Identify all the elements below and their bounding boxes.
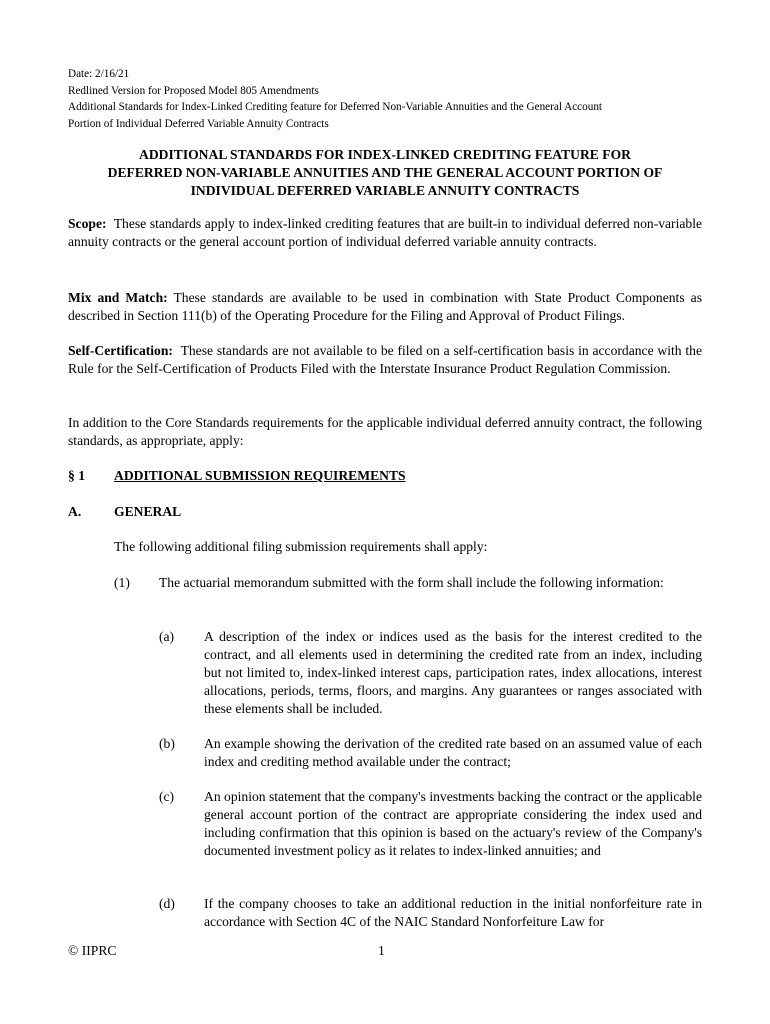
item-1-text: The actuarial memorandum submitted with the form shall include the following information: bbox=[159, 575, 664, 590]
list-item bbox=[159, 735, 702, 771]
subitem-d-marker: (d) bbox=[159, 896, 175, 911]
title-line-3: INDIVIDUAL DEFERRED VARIABLE ANNUITY CONTRACTS bbox=[190, 183, 580, 198]
header-version: Redlined Version for Proposed Model 805 Amendments bbox=[68, 84, 319, 97]
section-1-heading bbox=[68, 467, 406, 485]
footer-copyright: © IIPRC bbox=[68, 943, 117, 958]
intro-paragraph: In addition to the Core Standards requirements for the applicable individual deferred annuity contract, the following standards, as appropriate, apply: bbox=[68, 415, 702, 448]
subitem-c-text: An opinion statement that the company's investments backing the contract or the applicable general account portion of the contract are appropriate considering the index used and including confirmation that this opinion is based on the actuary's review of the Company's documented investment policy as it relates to index-linked annuities; and bbox=[204, 789, 702, 858]
subitem-b-marker: (b) bbox=[159, 736, 175, 751]
list-item bbox=[159, 895, 702, 931]
mix-match-paragraph bbox=[68, 289, 702, 325]
header-subject: Additional Standards for Index-Linked Crediting feature for Deferred Non-Variable Annuities and the General Account bbox=[68, 101, 603, 113]
subsection-a-heading bbox=[68, 503, 181, 521]
subitem-c-marker: (c) bbox=[159, 789, 175, 804]
scope-label: Scope: bbox=[68, 216, 107, 231]
list-item bbox=[159, 788, 702, 878]
document-header bbox=[68, 66, 708, 132]
mix-match-label: Mix and Match: bbox=[68, 290, 168, 305]
mix-match-text: These standards are available to be used in combination with State Product Components as described in Section 111(b) of the Operating Procedure for the Filing and Approval of Product Filings. bbox=[68, 290, 702, 323]
self-certification-label: Self-Certification: bbox=[68, 343, 173, 358]
subsection-a-intro: The following additional filing submission requirements shall apply: bbox=[114, 539, 488, 554]
section-1-title: ADDITIONAL SUBMISSION REQUIREMENTS bbox=[114, 468, 406, 483]
subitem-d-text: If the company chooses to take an additional reduction in the initial nonforfeiture rate in accordance with Section 4C of the NAIC Standard Nonforfeiture Law for bbox=[204, 896, 702, 929]
scope-paragraph bbox=[68, 215, 702, 251]
footer-page-number: 1 bbox=[378, 943, 385, 958]
subitem-a-text: A description of the index or indices used as the basis for the interest credited to the contract, and all elements used in determining the credited rate from an index, including but not limited to, index-linked interest caps, participation rates, index allocations, interest allocations, periods, terms, floors, and margins. Any guarantees or ranges associated with these elements shall be included. bbox=[204, 629, 702, 716]
list-item bbox=[114, 574, 702, 610]
self-certification-text: These standards are not available to be filed on a self-certification basis in accordance with the Rule for the Self-Certification of Products Filed with the Interstate Insurance Product Regulation Commission. bbox=[68, 343, 703, 376]
header-subject-cont: Portion of Individual Deferred Variable Annuity Contracts bbox=[68, 117, 329, 130]
scope-text: These standards apply to index-linked crediting features that are built-in to individual deferred non-variable annuity contracts or the general account portion of individual deferred variable annuity contracts. bbox=[68, 216, 703, 249]
list-item bbox=[159, 628, 702, 718]
title-line-2: DEFERRED NON-VARIABLE ANNUITIES AND THE GENERAL ACCOUNT PORTION OF bbox=[107, 165, 663, 180]
subitem-a-marker: (a) bbox=[159, 629, 175, 644]
subitem-b-text: An example showing the derivation of the credited rate based on an assumed value of each index and crediting method available under the contract; bbox=[204, 736, 702, 769]
item-1-marker: (1) bbox=[114, 575, 130, 590]
header-date: Date: 2/16/21 bbox=[68, 68, 130, 80]
section-1-number: § 1 bbox=[68, 468, 85, 483]
title-line-1: ADDITIONAL STANDARDS FOR INDEX-LINKED CREDITING FEATURE FOR bbox=[139, 147, 631, 162]
subsection-a-title: GENERAL bbox=[114, 504, 182, 519]
self-certification-paragraph bbox=[68, 342, 702, 378]
subsection-a-number: A. bbox=[68, 504, 82, 519]
document-title bbox=[68, 146, 702, 200]
